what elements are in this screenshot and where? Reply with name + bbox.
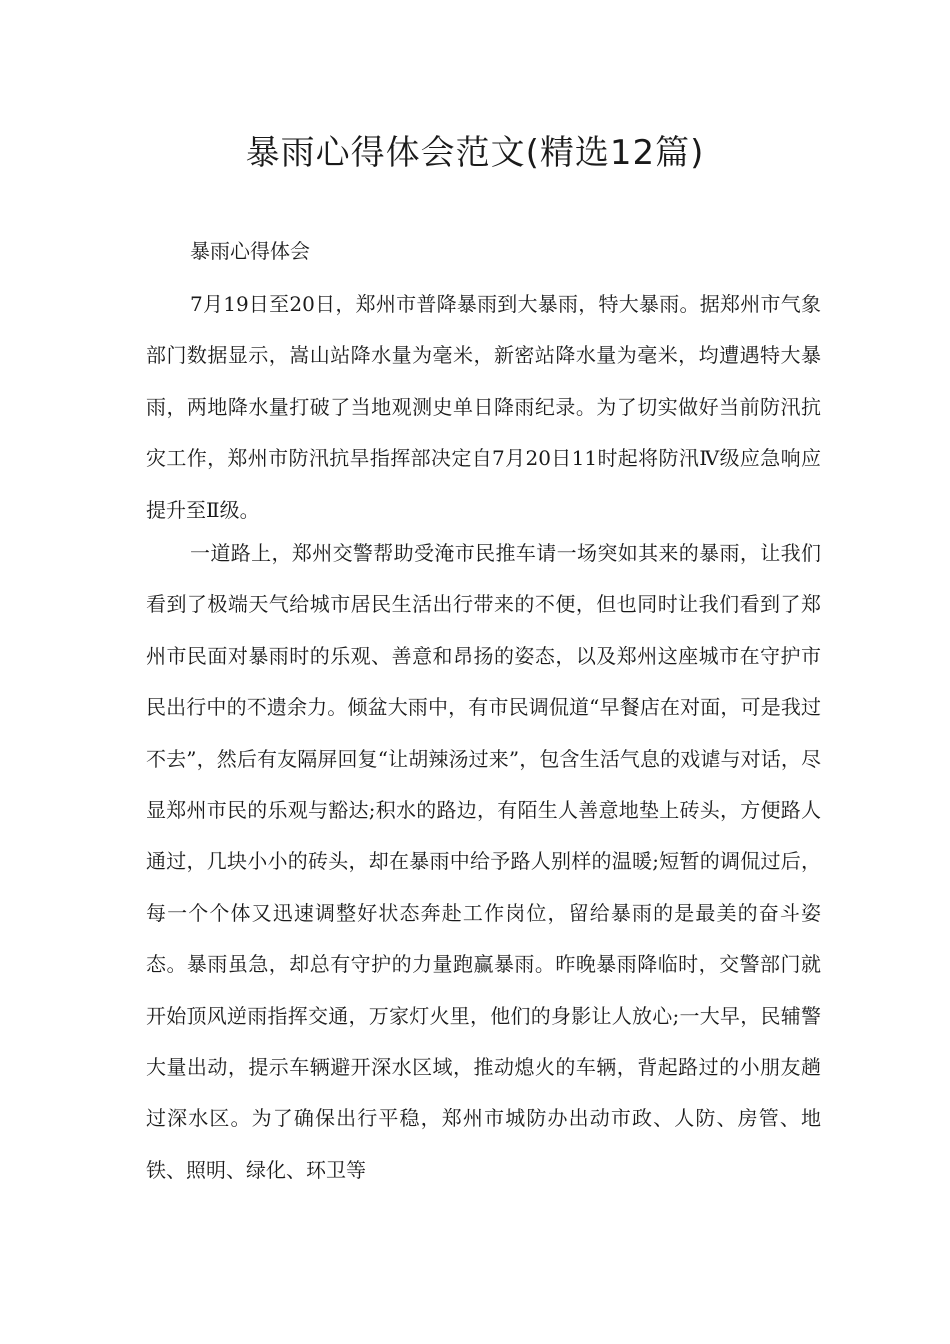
body-paragraph: 7月19日至20日，郑州市普降暴雨到大暴雨，特大暴雨。据郑州市气象部门数据显示，嵩山站降水量为毫米，新密站降水量为毫米，均遭遇特大暴雨，两地降水量打破了当地观测史单日降雨纪录。为了切实做好当前防汛抗灾工作，郑州市防汛抗旱指挥部决定自7月20日11时起将防汛Ⅳ级应急响应提升至Ⅱ级。: [146, 292, 821, 522]
section-heading: 暴雨心得体会: [190, 239, 310, 263]
body-paragraph: 一道路上，郑州交警帮助受淹市民推车请一场突如其来的暴雨，让我们看到了极端天气给城市居民生活出行带来的不便，但也同时让我们看到了郑州市民面对暴雨时的乐观、善意和昂扬的姿态，以及郑州这座城市在守护市民出行中的不遗余力。倾盆大雨中，有市民调侃道“早餐店在对面，可是我过不去”，然后有友隔屏回复“让胡辣汤过来”，包含生活气息的戏谑与对话，尽显郑州市民的乐观与豁达;积水的路边，有陌生人善意地垫上砖头，方便路人通过，几块小小的砖头，却在暴雨中给予路人别样的温暖;短暂的调侃过后，每一个个体又迅速调整好状态奔赴工作岗位，留给暴雨的是最美的奋斗姿态。暴雨虽急，却总有守护的力量跑赢暴雨。昨晚暴雨降临时，交警部门就开始顶风逆雨指挥交通，万家灯火里，他们的身影让人放心;一大早，民辅警大量出动，提示车辆避开深水区域，推动熄火的车辆，背起路过的小朋友趟过深水区。为了确保出行平稳，郑州市城防办出动市政、人防、房管、地铁、照明、绿化、环卫等: [146, 541, 821, 1182]
document-title: 暴雨心得体会范文(精选12篇): [245, 133, 705, 173]
